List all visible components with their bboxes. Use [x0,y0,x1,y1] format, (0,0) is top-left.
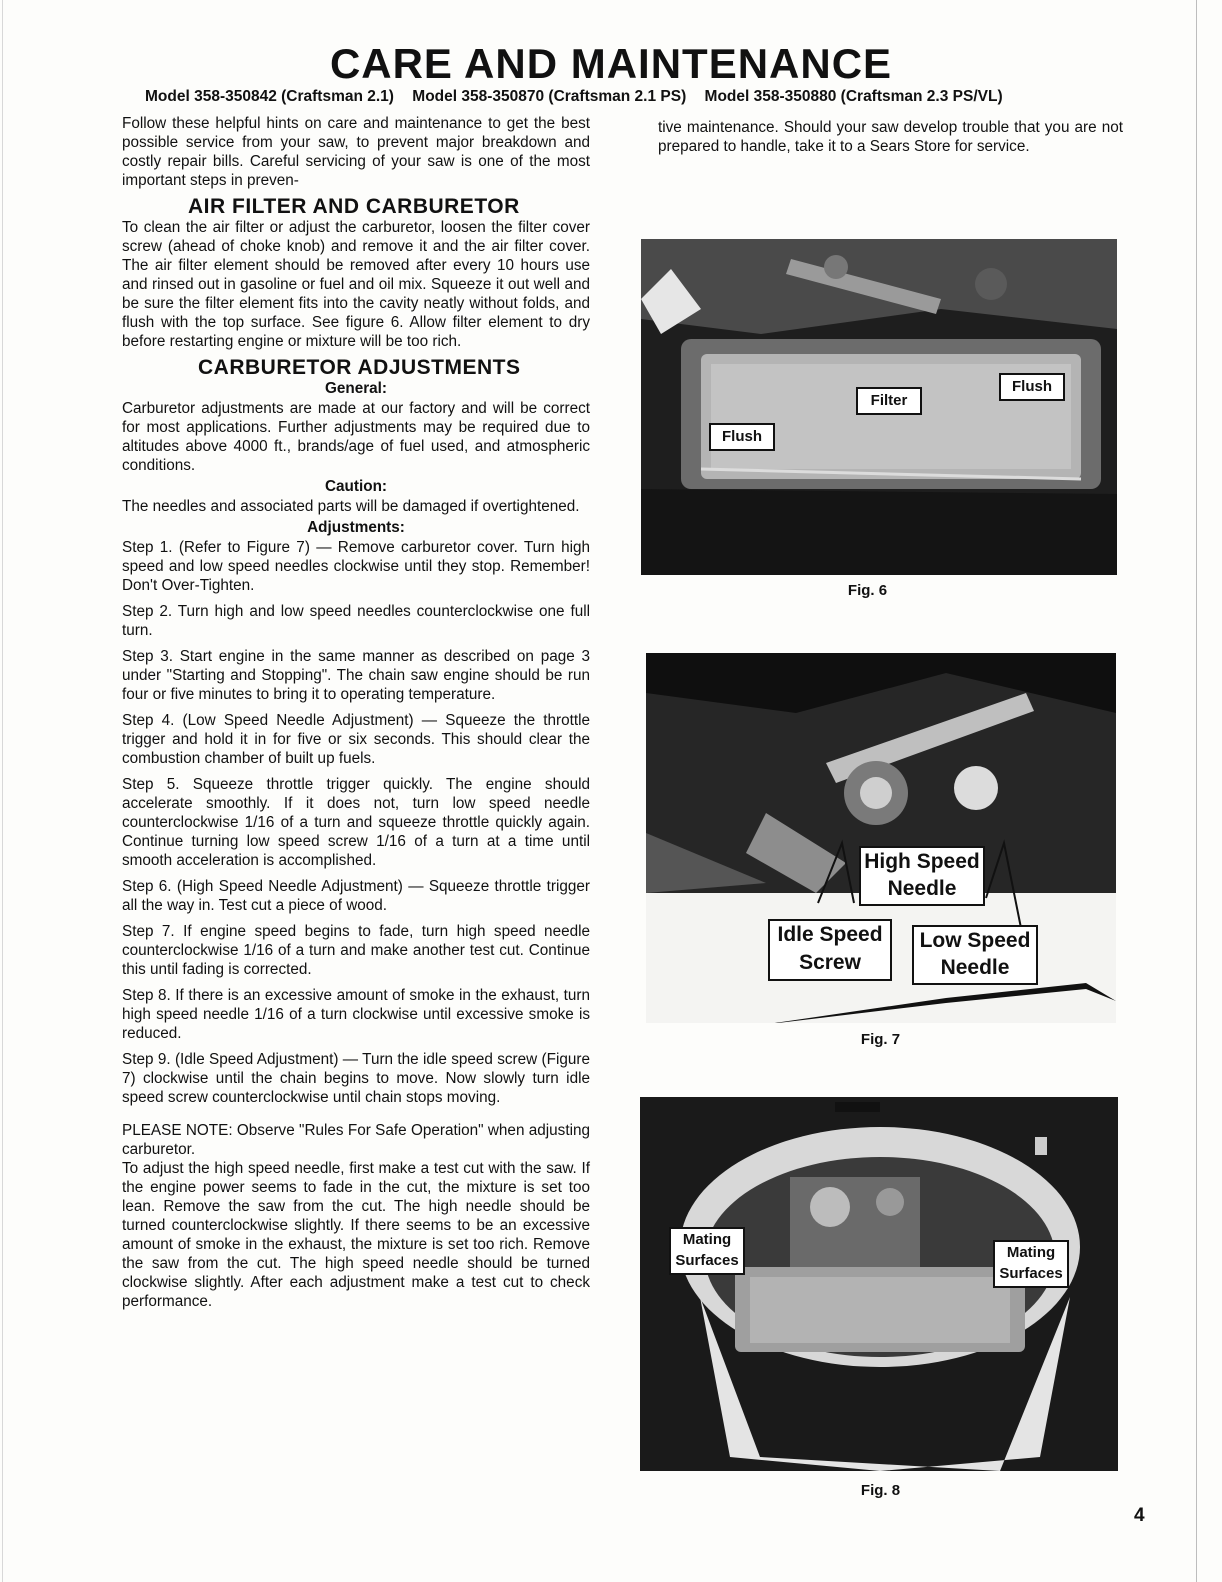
figure-8-caption: Fig. 8 [860,1482,901,1499]
step-5: Step 5. Squeeze throttle trigger quickly. The engine should accelerate smoothly. If it does not, turn low speed needle counterclockwise 1/16 of a turn and squeeze throttle quickly again. Continue turning low speed screw 1/16 of a turn at a time until smooth acceleration is accomplished. [122,776,590,869]
page-edge-right [1196,0,1197,1582]
callout-idle-speed-screw [768,919,892,981]
intro-text: Follow these helpful hints on care and maintenance to get the best possible service from your saw, to prevent major breakdown and costly repair bills. Careful servicing of your saw is one of the most important steps in preven- [122,115,590,189]
callout-high-speed-line2: Needle [887,877,957,900]
callout-left-line1: Mating [682,1231,732,1248]
intro-continued: tive maintenance. Should your saw develop trouble that you are not prepared to handle, take it to a Sears Store for service. [658,119,1123,155]
callout-low-speed-line1: Low Speed [919,929,1031,952]
step-2: Step 2. Turn high and low speed needles counterclockwise one full turn. [122,603,590,639]
step-1: Step 1. (Refer to Figure 7) — Remove carburetor cover. Turn high speed and low speed needles clockwise until they stop. Remember! Don't Over-Tighten. [122,539,590,594]
caution-text: The needles and associated parts will be damaged if overtightened. [122,498,580,515]
callout-filter: Filter [856,387,922,415]
callout-flush-right: Flush [999,373,1065,401]
page-title: CARE AND MAINTENANCE [329,40,893,87]
page-number: 4 [1134,1505,1145,1526]
left-column [122,114,590,1318]
model-1: Model 358-350842 (Craftsman 2.1) [145,88,394,105]
callout-idle-line1: Idle Speed [777,923,883,946]
step-8: Step 8. If there is an excessive amount of smoke in the exhaust, turn high speed needle 1/16 of a turn clockwise until excessive smoke is reduced. [122,987,590,1042]
step-3: Step 3. Start engine in the same manner as described on page 3 under "Starting and Stopping". The chain saw engine should be run four or five minutes to bring it to operating temperature. [122,648,590,703]
air-filter-text: To clean the air filter or adjust the carburetor, loosen the filter cover screw (ahead of choke knob) and remove it and the air filter cover. The air filter element should be removed after every 10 hours use and rinsed out in gasoline or fuel and oil mix. Squeeze it out well and be sure the filter element fits into the cavity neatly without folds, and flush with the top surface. See figure 6. Allow filter element to dry before restarting engine or mixture will be too rich. [122,219,590,350]
callout-right-line2: Surfaces [999,1265,1063,1282]
figure-7-caption: Fig. 7 [860,1031,901,1048]
callout-idle-line2: Screw [799,951,861,974]
air-filter-heading: AIR FILTER AND CARBURETOR [188,195,520,218]
general-heading: General: [324,380,388,397]
callout-flush-left: Flush [709,423,775,451]
callout-high-speed-line1: High Speed [864,850,980,873]
figure-6-photo [641,239,1117,575]
step-6: Step 6. (High Speed Needle Adjustment) — Squeeze throttle trigger all the way in. Test cut a piece of wood. [122,878,590,914]
callout-right-line1: Mating [1006,1244,1056,1261]
callout-mating-surfaces-left [669,1227,745,1275]
step-9: Step 9. (Idle Speed Adjustment) — Turn the idle speed screw (Figure 7) clockwise until the chain begins to move. Now slowly turn idle speed screw counterclockwise until chain stops moving. [122,1051,590,1106]
adjustments-heading: Adjustments: [307,519,405,536]
figure-8-photo [640,1097,1118,1471]
model-2: Model 358-350870 (Craftsman 2.1 PS) [412,88,687,105]
please-note: PLEASE NOTE: Observe "Rules For Safe Operation" when adjusting carburetor. [122,1122,590,1158]
callout-mating-surfaces-right [993,1240,1069,1288]
note-text: To adjust the high speed needle, first make a test cut with the saw. If the engine power seems to fade in the cut, the mixture is set too lean. Remove the saw from the cut. The high needle should be turned counterclockwise slightly. If there seems to be an excessive amount of smoke in the exhaust, the mixture is set too rich. Remove the saw from the cut. The high speed needle should be turned clockwise slightly. After each adjustment make a test cut to check performance. [122,1160,590,1310]
figure-7-photo [646,653,1116,1023]
step-7: Step 7. If engine speed begins to fade, turn high speed needle counterclockwise 1/16 of a turn and make another test cut. Continue this until fading is corrected. [122,923,590,978]
model-3: Model 358-350880 (Craftsman 2.3 PS/VL) [704,88,1003,105]
callout-low-speed-line2: Needle [940,956,1010,979]
page-edge-left [2,0,3,1582]
step-4: Step 4. (Low Speed Needle Adjustment) — Squeeze the throttle trigger and hold it in for five or six seconds. This should clear the combustion chamber of built up fuels. [122,712,590,767]
model-line [145,88,1017,106]
callout-high-speed-needle [859,846,985,906]
carb-heading: CARBURETOR ADJUSTMENTS [198,356,521,379]
caution-heading: Caution: [324,478,388,495]
callout-low-speed-needle [912,925,1038,985]
general-text: Carburetor adjustments are made at our factory and will be correct for most applications. Further adjustments may be required due to altitudes above 4000 ft., brands/age of fuel used, and atmospheric conditions. [122,400,590,474]
figure-6-caption: Fig. 6 [847,582,888,599]
callout-left-line2: Surfaces [675,1252,739,1269]
